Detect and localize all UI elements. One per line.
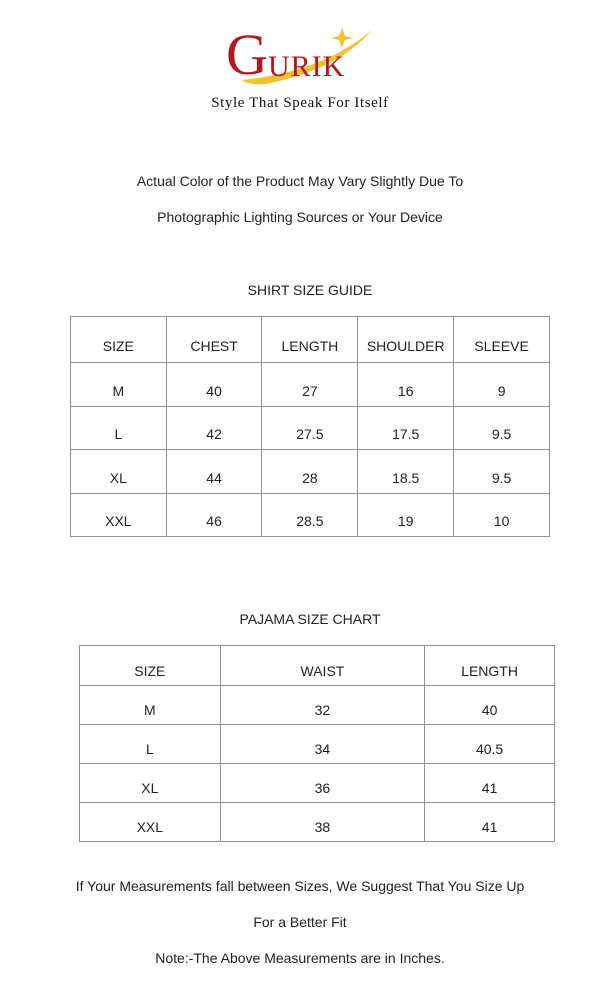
table-cell: 9 — [454, 363, 550, 407]
size-advice-line-2: For a Better Fit — [253, 914, 347, 930]
table-cell: 18.5 — [358, 450, 454, 494]
logo-initial: G — [226, 22, 268, 87]
brand-tagline: Style That Speak For Itself — [211, 95, 389, 111]
pajama-size-table — [79, 645, 555, 842]
color-disclaimer-line-2: Photographic Lighting Sources or Your Device — [157, 209, 443, 225]
table-cell: 41 — [425, 803, 555, 842]
table-cell: XL — [71, 450, 167, 494]
table-cell: L — [80, 725, 221, 764]
table-row — [80, 764, 555, 803]
table-header-row — [71, 317, 550, 363]
table-cell: 32 — [220, 686, 425, 725]
table-cell: XL — [80, 764, 221, 803]
table-cell: 9.5 — [454, 450, 550, 494]
measurement-unit-note: Note:-The Above Measurements are in Inches. — [155, 950, 445, 966]
table-row — [80, 725, 555, 764]
table-cell: 41 — [425, 764, 555, 803]
color-disclaimer-line-1: Actual Color of the Product May Vary Slightly Due To — [136, 173, 464, 189]
table-cell: 16 — [358, 363, 454, 407]
table-cell: 9.5 — [454, 406, 550, 450]
table-row — [80, 803, 555, 842]
table-cell: 40 — [425, 686, 555, 725]
table-cell: M — [80, 686, 221, 725]
table-cell: 19 — [358, 493, 454, 537]
column-header: LENGTH — [425, 646, 555, 686]
table-cell: 44 — [166, 450, 262, 494]
table-cell: XXL — [80, 803, 221, 842]
table-cell: 42 — [166, 406, 262, 450]
column-header: SHOULDER — [358, 317, 454, 363]
column-header: SIZE — [80, 646, 221, 686]
table-cell: 36 — [220, 764, 425, 803]
brand-logo — [222, 24, 386, 86]
table-cell: M — [71, 363, 167, 407]
table-cell: 34 — [220, 725, 425, 764]
column-header: LENGTH — [262, 317, 358, 363]
table-cell: 40 — [166, 363, 262, 407]
table-cell: 40.5 — [425, 725, 555, 764]
column-header: SIZE — [71, 317, 167, 363]
table-row — [71, 493, 550, 537]
column-header: SLEEVE — [454, 317, 550, 363]
table-row — [71, 363, 550, 407]
table-cell: 27.5 — [262, 406, 358, 450]
table-cell: 27 — [262, 363, 358, 407]
table-cell: 17.5 — [358, 406, 454, 450]
shirt-size-table — [70, 316, 550, 537]
table-cell: XXL — [71, 493, 167, 537]
table-row — [71, 406, 550, 450]
table-cell: 10 — [454, 493, 550, 537]
column-header: WAIST — [220, 646, 425, 686]
table-row — [80, 686, 555, 725]
table-cell: 38 — [220, 803, 425, 842]
table-cell: L — [71, 406, 167, 450]
table-header-row — [80, 646, 555, 686]
column-header: CHEST — [166, 317, 262, 363]
size-advice-line-1: If Your Measurements fall between Sizes, We Suggest That You Size Up — [75, 878, 525, 894]
logo-wordmark: URIK — [268, 50, 346, 83]
table-cell: 28 — [262, 450, 358, 494]
table-cell: 46 — [166, 493, 262, 537]
table-cell: 28.5 — [262, 493, 358, 537]
table-row — [71, 450, 550, 494]
pajama-table-title: PAJAMA SIZE CHART — [239, 611, 381, 627]
shirt-table-title: SHIRT SIZE GUIDE — [247, 282, 373, 298]
